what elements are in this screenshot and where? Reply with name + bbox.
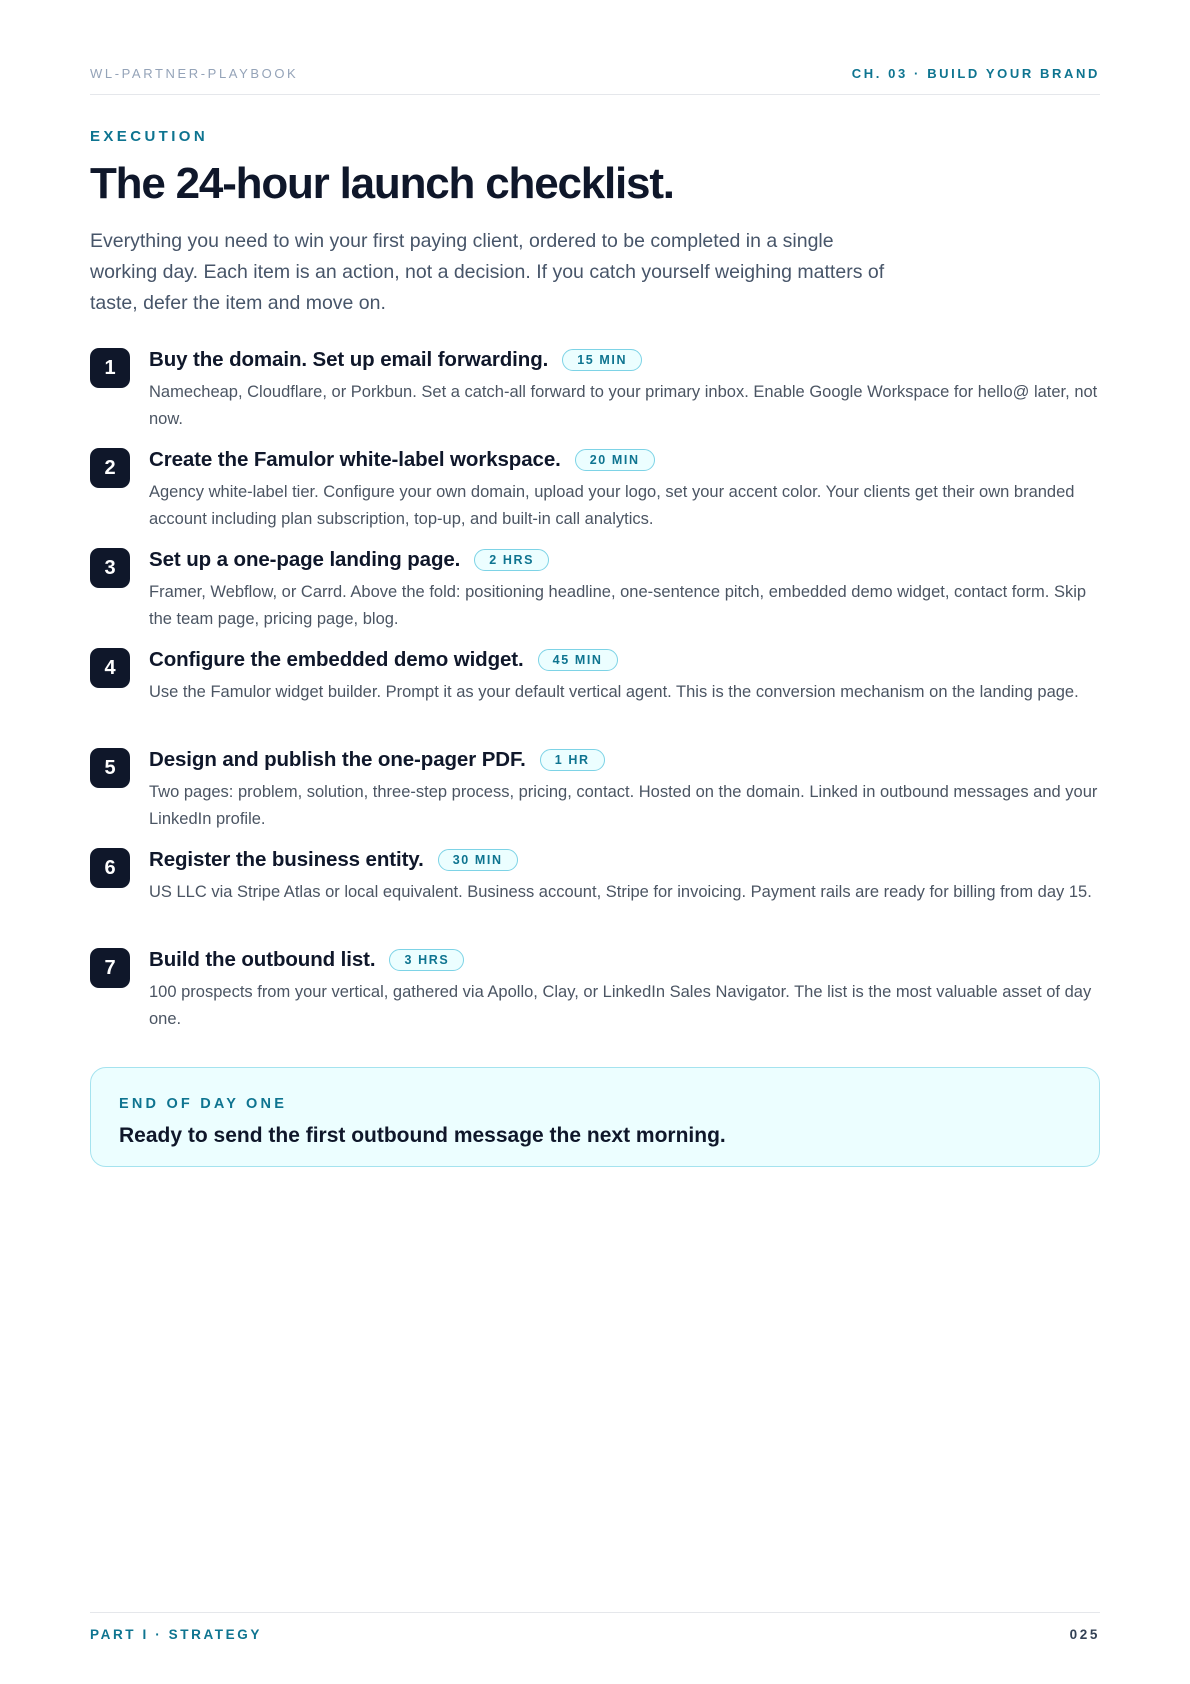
step-description: US LLC via Stripe Atlas or local equivalent. Business account, Stripe for invoicing. Payment rails are ready for billing from day 15.: [149, 883, 1092, 901]
step-number-badge: 6: [90, 848, 130, 888]
checklist-item: [90, 948, 1100, 1048]
step-number-badge: 1: [90, 348, 130, 388]
running-footer: [90, 1612, 1100, 1642]
duration-badge: 45 MIN: [538, 649, 618, 671]
page-number: 025: [1069, 1627, 1100, 1642]
end-of-day-callout: [90, 1067, 1100, 1167]
step-description: Two pages: problem, solution, three-step process, pricing, contact. Hosted on the domain. Linked in outbound messages and your LinkedIn profile.: [149, 783, 1098, 828]
callout-text: Ready to send the first outbound message the next morning.: [119, 1124, 726, 1147]
step-number-badge: 5: [90, 748, 130, 788]
document-page: [90, 0, 1100, 1684]
step-number-badge: 7: [90, 948, 130, 988]
step-title: Set up a one-page landing page.: [149, 548, 461, 571]
step-description: Namecheap, Cloudflare, or Porkbun. Set a catch-all forward to your primary inbox. Enable Google Workspace for hello@ later, not now.: [149, 383, 1098, 428]
chapter-label: CH. 03 · BUILD YOUR BRAND: [851, 66, 1100, 81]
section-eyebrow: EXECUTION: [90, 128, 209, 145]
step-title: Build the outbound list.: [149, 948, 376, 971]
step-number-badge: 3: [90, 548, 130, 588]
duration-badge: 30 MIN: [438, 849, 518, 871]
part-label: PART I · STRATEGY: [90, 1627, 262, 1642]
checklist-item: [90, 348, 1100, 448]
checklist-item: [90, 548, 1100, 648]
step-description: Framer, Webflow, or Carrd. Above the fold: positioning headline, one-sentence pitch, embedded demo widget, contact form. Skip the team page, pricing page, blog.: [149, 583, 1087, 628]
checklist-item: [90, 648, 1100, 748]
duration-badge: 2 HRS: [474, 549, 549, 571]
page-title: The 24-hour launch checklist.: [90, 159, 674, 208]
checklist-item: [90, 448, 1100, 548]
intro-paragraph: Everything you need to win your first paying client, ordered to be completed in a single working day. Each item is an action, not a decision. If you catch yourself weighing matters of taste, defer the item and move on.: [90, 230, 885, 314]
running-header: [90, 66, 1100, 95]
step-number-badge: 4: [90, 648, 130, 688]
duration-badge: 3 HRS: [389, 949, 464, 971]
step-description: Agency white-label tier. Configure your own domain, upload your logo, set your accent color. Your clients get their own branded account including plan subscription, top-up, and built-in call analytics.: [149, 483, 1075, 528]
step-title: Create the Famulor white-label workspace.: [149, 448, 561, 471]
checklist-item: [90, 848, 1100, 948]
checklist: [90, 348, 1100, 1048]
duration-badge: 1 HR: [540, 749, 605, 771]
step-title: Design and publish the one-pager PDF.: [149, 748, 526, 771]
step-number-badge: 2: [90, 448, 130, 488]
step-title: Configure the embedded demo widget.: [149, 648, 524, 671]
checklist-item: [90, 748, 1100, 848]
duration-badge: 20 MIN: [575, 449, 655, 471]
step-description: Use the Famulor widget builder. Prompt it as your default vertical agent. This is the conversion mechanism on the landing page.: [149, 683, 1079, 701]
callout-eyebrow: END OF DAY ONE: [119, 1096, 288, 1112]
document-name: WL-PARTNER-PLAYBOOK: [90, 66, 299, 81]
step-description: 100 prospects from your vertical, gathered via Apollo, Clay, or LinkedIn Sales Navigator. The list is the most valuable asset of day one.: [149, 983, 1092, 1028]
duration-badge: 15 MIN: [562, 349, 642, 371]
step-title: Register the business entity.: [149, 848, 424, 871]
step-title: Buy the domain. Set up email forwarding.: [149, 348, 549, 371]
